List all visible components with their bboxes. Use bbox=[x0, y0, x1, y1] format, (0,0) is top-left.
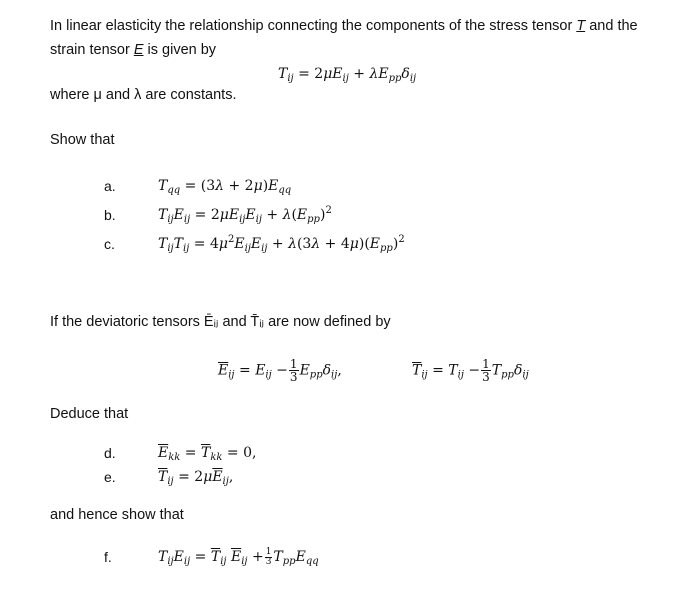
item-c-label: c. bbox=[104, 236, 115, 252]
stress-tensor-symbol: T bbox=[576, 18, 586, 34]
constitutive-equation: $T_{ij} = 2\mu E_{ij} + \lambda E_{pp}\delta_{ij}$ bbox=[278, 66, 417, 84]
intro-line-2: strain tensor E is given by bbox=[50, 42, 217, 58]
equation-a: $T_{qq} = (3\lambda + 2\mu)E_{qq}$ bbox=[158, 178, 292, 196]
item-f-label: f. bbox=[104, 549, 112, 565]
strain-tensor-symbol: E bbox=[133, 42, 144, 58]
equation-c: $T_{ij}T_{ij} = 4\mu^2E_{ij}E_{ij} + \lambda(3\lambda + 4\mu)(E_{pp})^2$ bbox=[158, 234, 405, 254]
item-a-label: a. bbox=[104, 178, 116, 194]
deviatoric-intro: If the deviatoric tensors Ēᵢⱼ and T̄ᵢⱼ are now defined by bbox=[50, 314, 391, 330]
constants-line: where μ and λ are constants. bbox=[50, 87, 237, 103]
equation-d: $\overline{E}_{kk} = \overline{T}_{kk} = 0$, bbox=[158, 445, 257, 463]
item-d-label: d. bbox=[104, 445, 116, 461]
equation-f: $T_{ij}E_{ij} = \overline{T}_{ij}$ $\overline{E}_{ij}$ + $\frac{1}{3}$ $T_{pp}E_{qq}$ bbox=[158, 546, 319, 567]
intro-line-1: In linear elasticity the relationship connecting the components of the stress tensor T and the bbox=[50, 18, 638, 34]
deviatoric-strain-definition: $\overline{E}_{ij} = E_{ij}$ − $\frac{1}{3}$ $E_{pp}\delta_{ij}$, bbox=[218, 357, 342, 384]
item-e-label: e. bbox=[104, 469, 116, 485]
hence-show-heading: and hence show that bbox=[50, 507, 184, 523]
deduce-that-heading: Deduce that bbox=[50, 406, 129, 422]
equation-e: $\overline{T}_{ij} = 2\mu\overline{E}_{ij}$, bbox=[158, 469, 234, 487]
item-b-label: b. bbox=[104, 207, 116, 223]
equation-b: $T_{ij}E_{ij} = 2\mu E_{ij}E_{ij} + \lambda(E_{pp})^2$ bbox=[158, 205, 332, 225]
deviatoric-stress-definition: $\overline{T}_{ij} = T_{ij}$ − $\frac{1}{3}$ $T_{pp}\delta_{ij}$ bbox=[412, 357, 529, 384]
show-that-heading: Show that bbox=[50, 132, 115, 148]
